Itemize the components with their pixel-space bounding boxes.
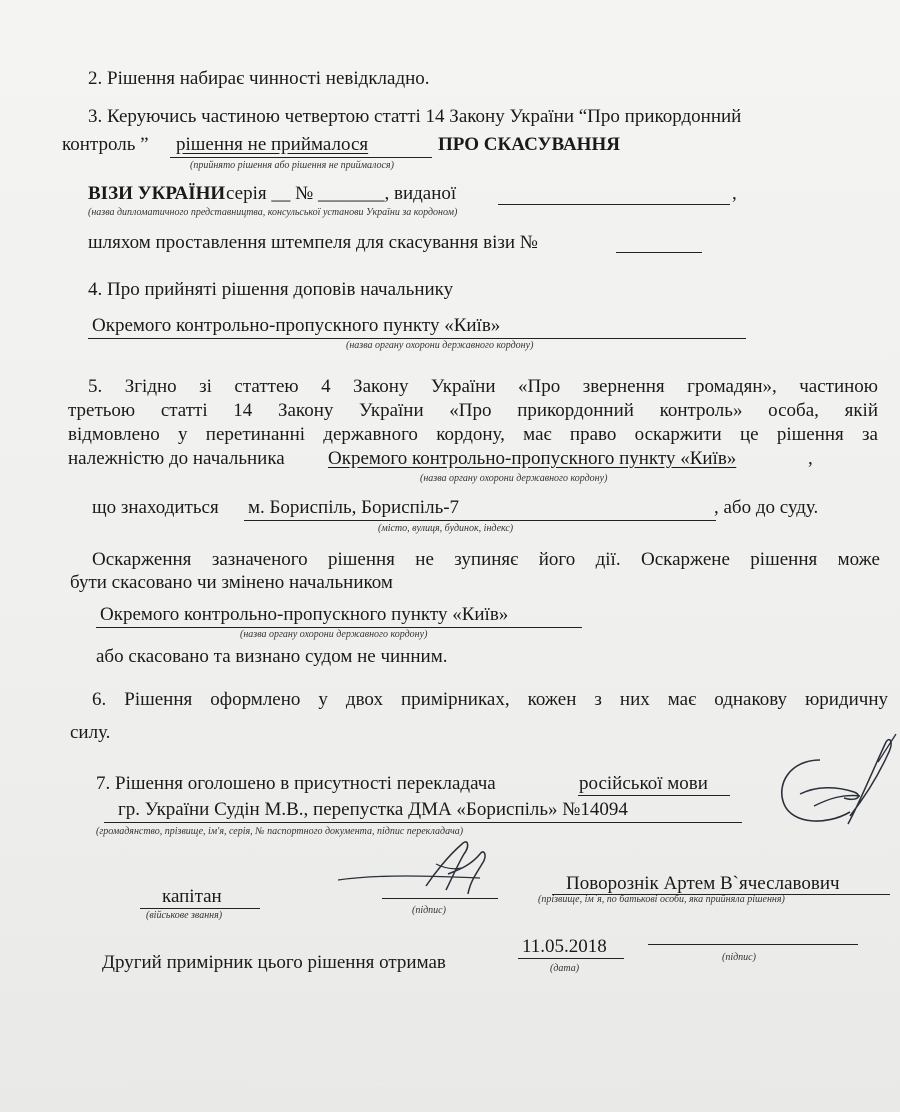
appeal-chief-comma: ,	[808, 448, 813, 469]
paragraph-5-line2: третьою статті 14 Закону України «Про прикордонний контроль» особа, якій	[68, 400, 878, 421]
officer-rank-underline	[140, 908, 260, 909]
appeal-note-line3: або скасовано та визнано судом не чинним.	[96, 646, 448, 667]
report-chief-caption: (назва органу охорони державного кордону)	[346, 340, 534, 351]
paragraph-3-line2-prefix: контроль ”	[62, 134, 149, 155]
officer-name-value: Поворознік Артем В`ячеславович	[566, 873, 840, 894]
officer-rank-caption: (військове звання)	[146, 910, 223, 921]
translator-details-value: гр. України Судін М.В., перепустка ДМА «Бориспіль» №14094	[118, 799, 628, 820]
location-value: м. Бориспіль, Бориспіль-7	[248, 497, 460, 518]
visa-title-bold: ВІЗИ УКРАЇНИ	[88, 183, 226, 204]
issuer-comma: ,	[732, 183, 737, 204]
translator-language-value: російської мови	[579, 773, 708, 794]
location-caption: (місто, вулиця, будинок, індекс)	[378, 523, 514, 534]
paragraph-4-line1: 4. Про прийняті рішення доповів начальнику	[88, 279, 454, 300]
stamp-number-underline	[616, 252, 702, 253]
paragraph-5-line4-prefix: належністю до начальника	[68, 448, 285, 469]
location-suffix: , або до суду.	[714, 497, 819, 518]
issuer-underline	[498, 204, 730, 205]
decision-status-caption: (прийнято рішення або рішення не приймалося)	[190, 160, 394, 171]
decision-status-underline	[170, 157, 432, 158]
appeal-chief-caption: (назва органу охорони державного кордону)	[420, 473, 608, 484]
location-underline	[244, 520, 716, 521]
report-chief-underline	[88, 338, 746, 339]
officer-signature	[330, 834, 530, 914]
location-prefix: що знаходиться	[92, 497, 219, 518]
stamp-cancel-line: шляхом проставлення штемпеля для скасування візи №	[88, 232, 538, 253]
paragraph-2: 2. Рішення набирає чинності невідкладно.	[88, 68, 430, 89]
change-chief-value: Окремого контрольно-пропускного пункту «Київ»	[100, 604, 509, 625]
officer-name-caption: (прізвище, ім`я, по батькові особи, яка прийняла рішення)	[538, 894, 785, 905]
appeal-note-line2: бути скасовано чи змінено начальником	[70, 572, 393, 593]
appeal-note-line1: Оскарження зазначеного рішення не зупиняє його дії. Оскаржене рішення може	[92, 549, 880, 570]
paragraph-6-line1: 6. Рішення оформлено у двох примірниках, кожен з них має однакову юридичну	[92, 689, 888, 710]
visa-series-text: серія __ № _______, виданої	[226, 183, 457, 204]
receipt-sign-caption: (підпис)	[722, 952, 756, 963]
translator-signature	[760, 732, 900, 842]
change-chief-underline	[96, 627, 582, 628]
receipt-date-value: 11.05.2018	[522, 936, 607, 957]
paragraph-5-line3: відмовлено у перетинанні державного кордону, має право оскаржити це рішення за	[68, 424, 878, 445]
translator-language-underline	[578, 795, 730, 796]
decision-status-value: рішення не приймалося	[176, 134, 369, 155]
paragraph-7-prefix: 7. Рішення оголошено в присутності перекладача	[96, 773, 496, 794]
paragraph-6-line2: силу.	[70, 722, 111, 743]
receipt-date-underline	[518, 958, 624, 959]
officer-rank-value: капітан	[162, 886, 222, 907]
receipt-label: Другий примірник цього рішення отримав	[102, 952, 446, 973]
paragraph-5-line1: 5. Згідно зі статтею 4 Закону України «Про звернення громадян», частиною	[88, 376, 878, 397]
paragraph-3-line1: 3. Керуючись частиною четвертою статті 14 Закону України “Про прикордонний	[88, 106, 742, 127]
receipt-sign-underline	[648, 944, 858, 945]
translator-details-caption: (громадянство, прізвище, ім'я, серія, № паспортного документа, підпис перекладача)	[96, 826, 464, 837]
issuer-caption: (назва дипломатичного представництва, консульської установи України за кордоном)	[88, 207, 458, 218]
cancel-title-bold: ПРО СКАСУВАННЯ	[438, 134, 620, 155]
officer-sign-caption: (підпис)	[412, 905, 446, 916]
change-chief-caption: (назва органу охорони державного кордону)	[240, 629, 428, 640]
report-chief-value: Окремого контрольно-пропускного пункту «Київ»	[92, 315, 501, 336]
translator-details-underline	[104, 822, 742, 823]
receipt-date-caption: (дата)	[550, 963, 580, 974]
appeal-chief-value: Окремого контрольно-пропускного пункту «Київ»	[328, 448, 737, 469]
